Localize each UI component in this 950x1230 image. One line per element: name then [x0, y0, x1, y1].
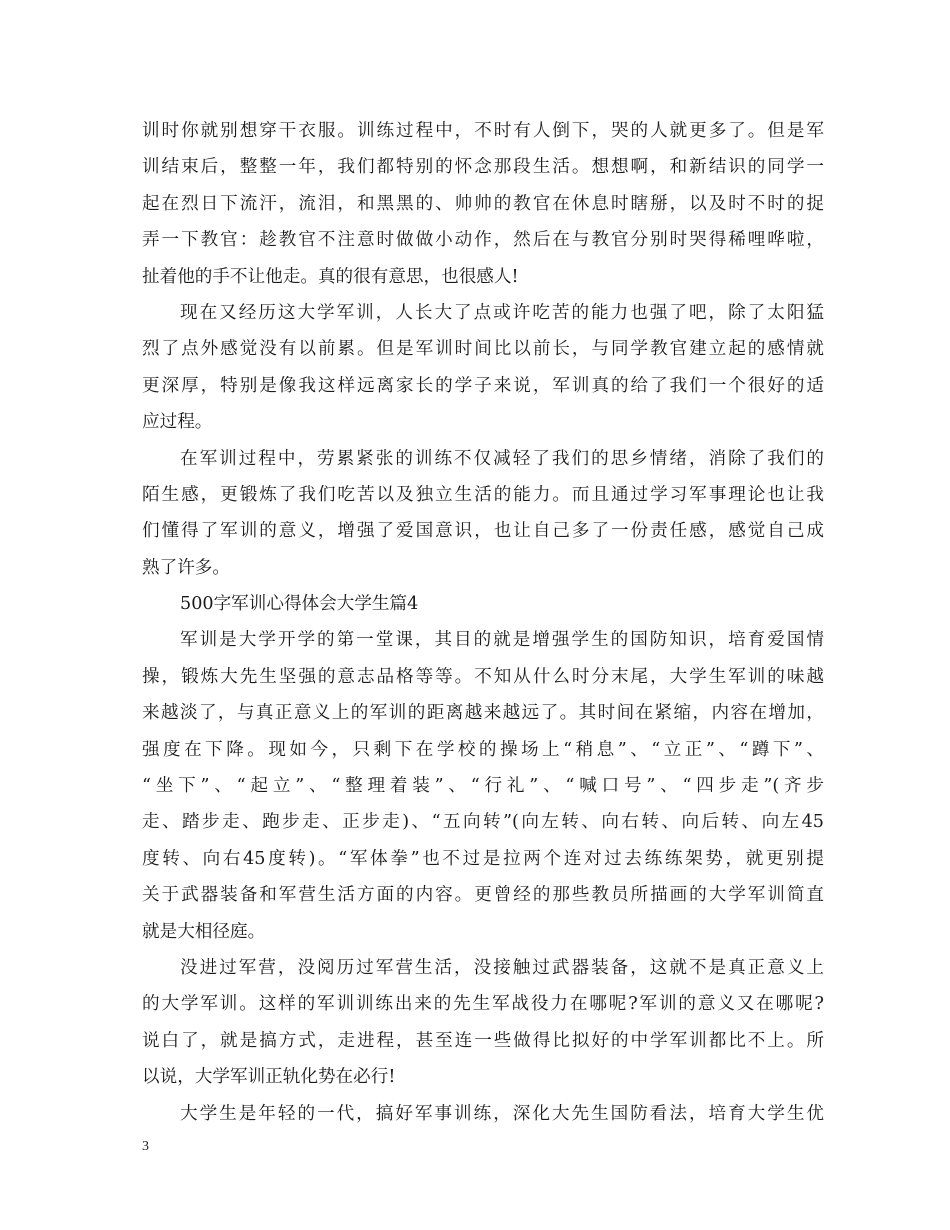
- text-line: 大学生是年轻的一代，搞好军事训练，深化大先生国防看法，培育大学生优: [180, 1103, 824, 1124]
- text-line: 们懂得了军训的意义，增强了爱国意识，也让自己多了一份责任感，感觉自己成: [142, 521, 824, 542]
- text-line: 军训是大学开学的第一堂课，其目的就是增强学生的国防知识，培育爱国情: [180, 630, 824, 651]
- text-line: “坐下”、“起立”、“整理着装”、“行礼”、“喊口号”、“四步走”(齐步: [142, 776, 824, 797]
- text-line: 应过程。: [142, 412, 213, 433]
- text-line: 扯着他的手不让他走。真的很有意思，也很感人!: [142, 266, 519, 287]
- text-line: 500字军训心得体会大学生篇4: [180, 594, 419, 615]
- text-line: 更深厚，特别是像我这样远离家长的学子来说，军训真的给了我们一个很好的适: [142, 375, 824, 396]
- text-line: 熟了许多。: [142, 557, 230, 578]
- text-line: 训结束后，整整一年，我们都特别的怀念那段生活。想想啊，和新结识的同学一: [142, 157, 824, 178]
- text-line: 关于武器装备和军营生活方面的内容。更曾经的那些教员所描画的大学军训简直: [142, 885, 824, 906]
- text-line: 说白了，就是搞方式，走进程，甚至连一些做得比拟好的中学军训都比不上。所: [142, 1030, 824, 1051]
- text-line: 现在又经历这大学军训，人长大了点或许吃苦的能力也强了吧，除了太阳猛: [180, 302, 824, 323]
- text-line: 在军训过程中，劳累紧张的训练不仅减轻了我们的思乡情绪，消除了我们的: [180, 448, 824, 469]
- text-line: 没进过军营，没阅历过军营生活，没接触过武器装备，这就不是真正意义上: [180, 957, 824, 978]
- text-line: 就是大相径庭。: [142, 921, 266, 942]
- text-line: 训时你就别想穿干衣服。训练过程中，不时有人倒下，哭的人就更多了。但是军: [142, 121, 824, 141]
- text-line: 走、踏步走、跑步走、正步走)、“五向转”(向左转、向右转、向后转、向左45: [142, 812, 824, 833]
- text-line: 以说，大学军训正轨化势在必行!: [142, 1067, 396, 1088]
- body-text: [142, 113, 824, 1132]
- text-line: 弄一下教官：趁教官不注意时做做小动作，然后在与教官分别时哭得稀哩哗啦，: [142, 230, 824, 251]
- text-line: 的大学军训。这样的军训训练出来的先生军战役力在哪呢?军训的意义又在哪呢?: [142, 994, 824, 1015]
- text-line: 起在烈日下流汗，流泪，和黑黑的、帅帅的教官在休息时瞎掰，以及时不时的捉: [142, 193, 824, 214]
- text-line: 操，锻炼大先生坚强的意志品格等等。不知从什么时分末尾，大学生军训的味越: [142, 666, 824, 687]
- text-line: 来越淡了，与真正意义上的军训的距离越来越远了。其时间在紧缩，内容在增加，: [142, 703, 824, 724]
- text-line: 度转、向右45度转)。“军体拳”也不过是拉两个连对过去练练架势，就更别提: [142, 848, 824, 869]
- text-line: 烈了点外感觉没有以前累。但是军训时间比以前长，与同学教官建立起的感情就: [142, 339, 824, 360]
- text-line: 陌生感，更锻炼了我们吃苦以及独立生活的能力。而且通过学习军事理论也让我: [142, 484, 824, 505]
- page-number: 3: [142, 1139, 149, 1154]
- text-line: 强度在下降。现如今，只剩下在学校的操场上“稍息”、“立正”、“蹲下”、: [142, 739, 824, 760]
